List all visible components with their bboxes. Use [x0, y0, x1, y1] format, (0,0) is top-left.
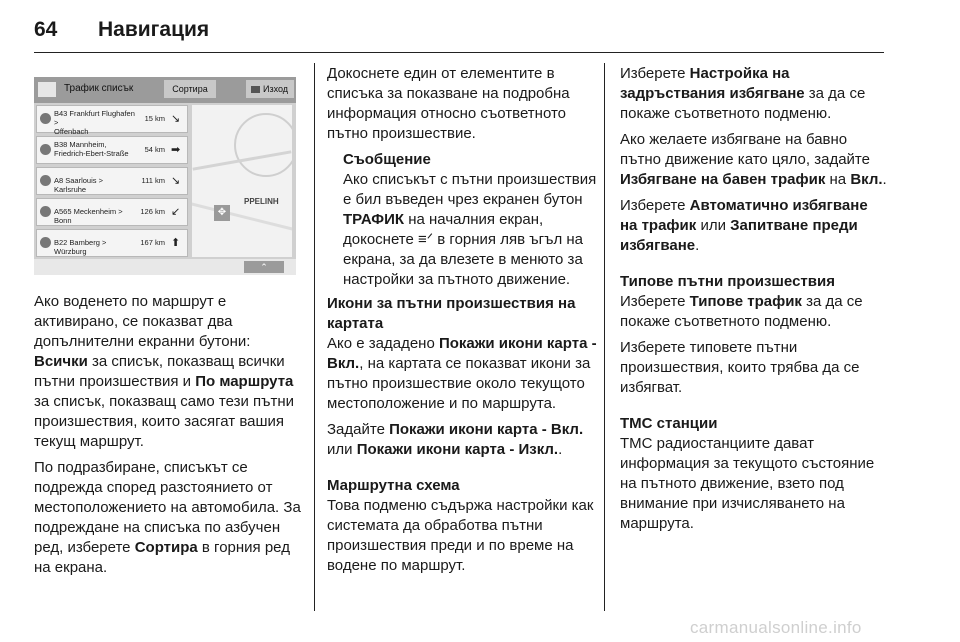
- paragraph: Изберете Типове трафик за да се покаже съответното подменю.: [620, 293, 863, 330]
- exit-button[interactable]: [246, 80, 294, 98]
- direction-arrow-icon: ⬆: [171, 237, 181, 249]
- direction-arrow-icon: ↘: [171, 175, 181, 187]
- watermark: carmanualsonline.info: [690, 618, 862, 637]
- list-item[interactable]: [36, 167, 188, 195]
- section-heading: TMC станции: [620, 415, 718, 432]
- header-rule: [34, 52, 884, 53]
- paragraph: TMC радиостанциите дават информация за текущото състояние на пътното движение, взето под внимание при изчисляването на маршрута.: [620, 435, 875, 532]
- paragraph: Докоснете един от елементите в списъка за показване на подробна информация относно съответното пътно произшествие.: [327, 65, 570, 142]
- note-text: Ако списъкът с пътни произшествия е бил въведен чрез екранен бутон ТРАФИК на началния екран, докоснете ≡ᐟ в горния ляв ъгъл на екрана, за да влезете в менюто за настройки за пътното движение.: [343, 171, 597, 288]
- map-place-label: PPELINH: [244, 197, 279, 206]
- exit-label: Изход: [263, 84, 289, 94]
- map-view[interactable]: [192, 105, 292, 257]
- incident-distance: 111 km: [141, 176, 165, 185]
- paragraph: Задайте Покажи икони карта - Вкл. или Покажи икони карта - Изкл..: [327, 421, 584, 458]
- traffic-incident-icon: [40, 113, 51, 124]
- traffic-incident-icon: [40, 175, 51, 186]
- screen-bottom-bar: [34, 259, 296, 275]
- screen-title: Трафик списък: [64, 83, 134, 94]
- section-heading: Маршрутна схема: [327, 477, 460, 494]
- incident-distance: 126 km: [140, 207, 165, 216]
- direction-arrow-icon: ↙: [171, 206, 181, 218]
- incident-distance: 167 km: [140, 238, 165, 247]
- list-settings-icon: [38, 82, 56, 97]
- incident-location: B38 Mannheim, Friedrich-Ebert-Straße: [54, 140, 129, 158]
- section-heading: Типове пътни произшествия: [620, 273, 835, 290]
- incident-location: A565 Meckenheim > Bonn: [54, 207, 123, 225]
- map-ring-road: [234, 113, 292, 177]
- note-title: Съобщение: [343, 151, 431, 168]
- screen-top-bar: [34, 77, 296, 103]
- sort-button[interactable]: Сортира: [164, 80, 216, 98]
- note-block: [327, 150, 597, 290]
- traffic-incident-icon: [40, 206, 51, 217]
- paragraph: Изберете Автоматично избягване на трафик или Запитване преди избягване.: [620, 197, 868, 254]
- exit-icon: [251, 86, 260, 93]
- list-item[interactable]: [36, 136, 188, 164]
- direction-arrow-icon: ➡: [171, 144, 181, 156]
- incident-distance: 15 km: [144, 114, 165, 123]
- paragraph: Ако воденето по маршрут е активирано, се показват два допълнителни екранни бутони: Всички за списък, показващ всички пътни произшествия и По маршрута за списък, показващ само тези пътни произшествия, които засягат вашия текущ маршрут.: [34, 293, 295, 450]
- incident-location: A8 Saarlouis > Karlsruhe: [54, 176, 103, 194]
- list-item[interactable]: [36, 229, 188, 257]
- section-heading: Икони за пътни произшествия на картата: [327, 295, 576, 332]
- paragraph: Изберете типовете пътни произшествия, които трябва да се избягват.: [620, 339, 860, 396]
- column-1: [34, 292, 302, 584]
- paragraph: Това подменю съдържа настройки как системата да обработва пътни произшествия преди и по време на водене по маршрут.: [327, 497, 594, 574]
- page-number: 64: [34, 18, 58, 41]
- direction-arrow-icon: ↘: [171, 113, 181, 125]
- paragraph: Изберете Настройка на задръствания избягване за да се покаже съответното подменю.: [620, 65, 866, 122]
- incident-distance: 54 km: [144, 145, 165, 154]
- incident-location: B22 Bamberg > Würzburg: [54, 238, 107, 256]
- paragraph: Ако желаете избягване на бавно пътно движение като цяло, задайте Избягване на бавен трафик на Вкл..: [620, 131, 887, 188]
- paragraph: Ако е зададено Покажи икони карта - Вкл., на картата се показват икони за пътно произшествие около текущото местоположение и по маршрута.: [327, 335, 597, 412]
- traffic-incident-icon: [40, 144, 51, 155]
- list-item[interactable]: [36, 198, 188, 226]
- paragraph: По подразбиране, списъкът се подрежда според разстоянието от местоположението на автомобила. За подреждане на списъка по азбучен ред, изберете Сортира в горния ред на екрана.: [34, 459, 301, 576]
- column-3: [620, 64, 888, 540]
- compass-icon[interactable]: ✥: [214, 205, 230, 221]
- traffic-list: [36, 105, 188, 260]
- incident-location: B43 Frankfurt Flughafen > Offenbach: [54, 109, 135, 136]
- scroll-up-button[interactable]: ⌃: [244, 261, 284, 273]
- column-2: [327, 64, 597, 582]
- traffic-list-screenshot: [34, 77, 296, 275]
- column-divider-2: [604, 63, 605, 611]
- list-item[interactable]: [36, 105, 188, 136]
- traffic-incident-icon: [40, 237, 51, 248]
- list-settings-icon: ≡ᐟ: [418, 231, 434, 248]
- page-title: Навигация: [98, 18, 210, 41]
- column-divider-1: [314, 63, 315, 611]
- page-header: [34, 18, 209, 42]
